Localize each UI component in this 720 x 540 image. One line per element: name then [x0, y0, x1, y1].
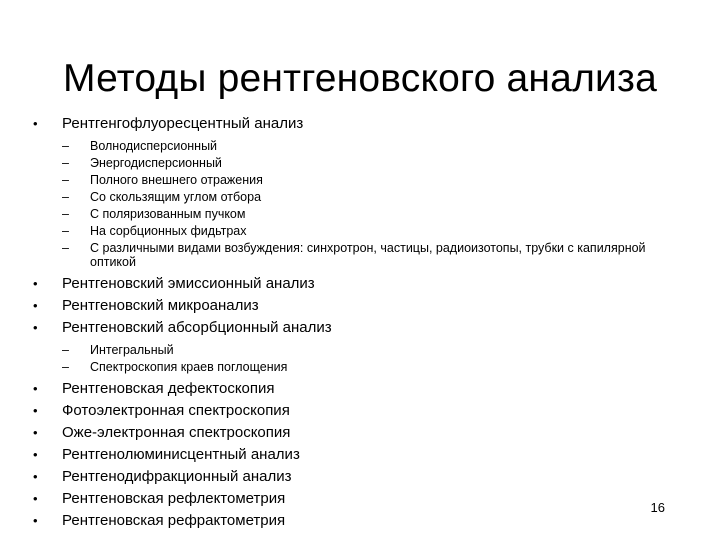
sub-item: [62, 156, 683, 170]
sub-item: [62, 241, 683, 269]
bullet-marker: •: [33, 320, 38, 335]
sub-item-text: С различными видами возбуждения: синхротрон, частицы, радиоизотопы, трубки с капилярной оптикой: [90, 241, 646, 269]
bullet-marker: •: [33, 116, 38, 131]
bullet-item: [33, 446, 683, 464]
bullet-marker: •: [33, 491, 38, 506]
sub-list: [62, 139, 683, 269]
sub-item-text: С поляризованным пучком: [90, 207, 246, 221]
bullet-text: Оже-электронная спектроскопия: [62, 424, 291, 441]
sub-item-text: Интегральный: [90, 343, 174, 357]
bullet-marker: •: [33, 276, 38, 291]
sub-item-text: Энергодисперсионный: [90, 156, 222, 170]
bullet-item: [33, 490, 683, 508]
bullet-item: [33, 297, 683, 315]
bullet-item: [33, 319, 683, 337]
bullet-text: Рентгеновский абсорбционный анализ: [62, 319, 332, 336]
bullet-text: Рентгенолюминисцентный анализ: [62, 446, 300, 463]
dash-marker: –: [62, 190, 69, 204]
slide-title: Методы рентгеновского анализа: [63, 57, 657, 100]
sub-item-text: Со скользящим углом отбора: [90, 190, 262, 204]
bullet-marker: •: [33, 447, 38, 462]
sub-item: [62, 190, 683, 204]
dash-marker: –: [62, 343, 69, 357]
bullet-item: [33, 512, 683, 530]
sub-item: [62, 173, 683, 187]
sub-item: [62, 224, 683, 238]
bullet-text: Рентгеновская рефлектометрия: [62, 490, 286, 507]
sub-item: [62, 360, 683, 374]
bullet-text: Рентгенодифракционный анализ: [62, 468, 292, 485]
bullet-item: [33, 380, 683, 398]
sub-item-text: На сорбционных фидьтрах: [90, 224, 247, 238]
dash-marker: –: [62, 360, 69, 374]
sub-item-text: Полного внешнего отражения: [90, 173, 263, 187]
bullet-item: [33, 468, 683, 486]
bullet-text: Фотоэлектронная спектроскопия: [62, 402, 290, 419]
sub-item: [62, 207, 683, 221]
dash-marker: –: [62, 139, 69, 153]
sub-item-text: Спектроскопия краев поглощения: [90, 360, 288, 374]
bullet-marker: •: [33, 425, 38, 440]
bullet-item: [33, 275, 683, 293]
bullet-marker: •: [33, 513, 38, 528]
page-number: 16: [650, 500, 665, 515]
sub-item: [62, 343, 683, 357]
dash-marker: –: [62, 241, 69, 255]
bullet-item: [33, 424, 683, 442]
bullet-text: Рентгеновская дефектоскопия: [62, 380, 275, 397]
bullet-text: Рентгеновская рефрактометрия: [62, 512, 286, 529]
bullet-marker: •: [33, 298, 38, 313]
bullet-text: Рентгеновский эмиссионный анализ: [62, 275, 315, 292]
bullet-text: Рентгеновский микроанализ: [62, 297, 259, 314]
bullet-item: [33, 115, 683, 133]
sub-list: [62, 343, 683, 374]
dash-marker: –: [62, 207, 69, 221]
bullet-marker: •: [33, 403, 38, 418]
bullet-marker: •: [33, 381, 38, 396]
sub-item: [62, 139, 683, 153]
sub-item-text: Волнодисперсионный: [90, 139, 218, 153]
bullet-marker: •: [33, 469, 38, 484]
bullet-item: [33, 402, 683, 420]
dash-marker: –: [62, 224, 69, 238]
bullet-text: Рентгенгофлуоресцентный анализ: [62, 115, 304, 132]
dash-marker: –: [62, 173, 69, 187]
bullet-list: [33, 115, 683, 534]
dash-marker: –: [62, 156, 69, 170]
